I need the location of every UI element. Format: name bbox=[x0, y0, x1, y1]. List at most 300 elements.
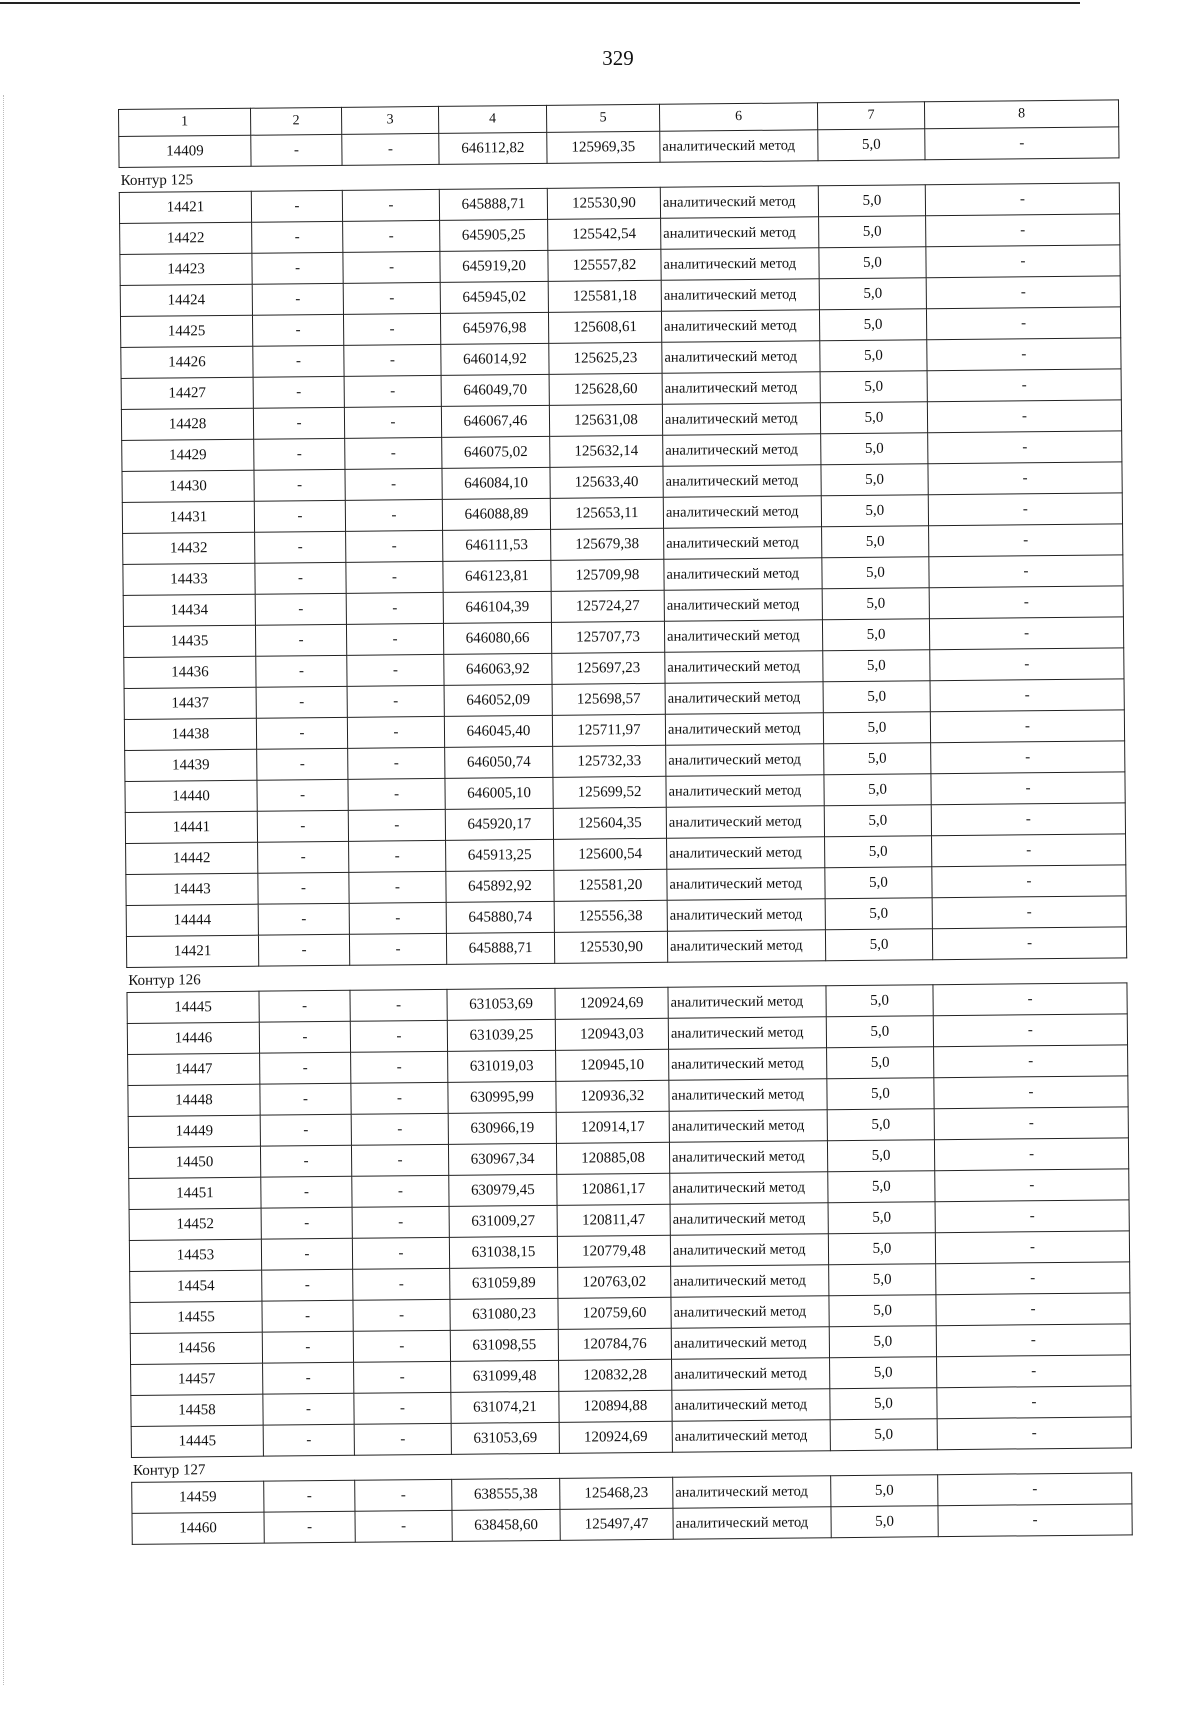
cell-accuracy: 5,0 bbox=[828, 1202, 935, 1234]
cell-method: аналитический метод bbox=[663, 465, 821, 498]
cell-col-2: - bbox=[263, 1393, 354, 1425]
cell-point-number: 14454 bbox=[130, 1270, 262, 1302]
cell-col-3: - bbox=[345, 437, 442, 469]
cell-method: аналитический метод bbox=[662, 341, 820, 374]
cell-point-number: 14447 bbox=[128, 1053, 260, 1085]
cell-point-number: 14430 bbox=[122, 470, 254, 502]
cell-col-3: - bbox=[344, 375, 441, 407]
cell-col-3: - bbox=[346, 592, 443, 624]
cell-col-3: - bbox=[355, 1479, 452, 1511]
cell-col-8: - bbox=[928, 462, 1122, 495]
cell-col-2: - bbox=[256, 686, 347, 718]
cell-y-coordinate: 125969,35 bbox=[547, 131, 660, 163]
cell-col-8: - bbox=[931, 741, 1125, 774]
cell-col-3: - bbox=[343, 251, 440, 283]
cell-x-coordinate: 630967,34 bbox=[448, 1143, 556, 1175]
cell-col-8: - bbox=[933, 1014, 1127, 1047]
column-header: 1 bbox=[119, 108, 251, 136]
cell-col-8: - bbox=[930, 648, 1124, 681]
cell-col-3: - bbox=[350, 1020, 447, 1052]
cell-method: аналитический метод bbox=[661, 217, 819, 250]
cell-x-coordinate: 646052,09 bbox=[444, 684, 552, 716]
cell-method: аналитический метод bbox=[666, 744, 824, 777]
cell-accuracy: 5,0 bbox=[829, 1295, 936, 1327]
cell-method: аналитический метод bbox=[662, 372, 820, 405]
cell-y-coordinate: 125628,60 bbox=[549, 373, 662, 405]
cell-x-coordinate: 646049,70 bbox=[441, 374, 549, 406]
cell-col-3: - bbox=[346, 530, 443, 562]
cell-col-2: - bbox=[259, 1021, 350, 1053]
cell-y-coordinate: 120811,47 bbox=[557, 1204, 670, 1236]
cell-point-number: 14458 bbox=[131, 1394, 263, 1426]
cell-y-coordinate: 125632,14 bbox=[550, 435, 663, 467]
coordinates-table bbox=[119, 182, 1127, 968]
cell-col-3: - bbox=[353, 1268, 450, 1300]
cell-x-coordinate: 646111,53 bbox=[443, 529, 551, 561]
cell-col-8: - bbox=[935, 1200, 1129, 1233]
cell-y-coordinate: 125604,35 bbox=[553, 807, 666, 839]
cell-col-2: - bbox=[253, 407, 344, 439]
cell-col-2: - bbox=[261, 1238, 352, 1270]
cell-x-coordinate: 646005,10 bbox=[445, 777, 553, 809]
cell-y-coordinate: 120894,88 bbox=[559, 1390, 672, 1422]
cell-point-number: 14444 bbox=[126, 904, 258, 936]
cell-y-coordinate: 125631,08 bbox=[549, 404, 662, 436]
cell-x-coordinate: 645892,92 bbox=[446, 870, 554, 902]
cell-col-8: - bbox=[926, 276, 1120, 309]
cell-method: аналитический метод bbox=[660, 186, 818, 219]
cell-x-coordinate: 645913,25 bbox=[446, 839, 554, 871]
cell-y-coordinate: 125697,23 bbox=[552, 652, 665, 684]
cell-col-2: - bbox=[257, 810, 348, 842]
cell-col-3: - bbox=[348, 747, 445, 779]
cell-y-coordinate: 125468,23 bbox=[560, 1477, 673, 1509]
page-number: 329 bbox=[602, 46, 634, 70]
cell-col-8: - bbox=[934, 1045, 1128, 1078]
cell-accuracy: 5,0 bbox=[819, 247, 926, 279]
cell-col-2: - bbox=[260, 1114, 351, 1146]
cell-method: аналитический метод bbox=[670, 1203, 828, 1236]
cell-point-number: 14435 bbox=[123, 625, 255, 657]
cell-col-8: - bbox=[930, 679, 1124, 712]
cell-accuracy: 5,0 bbox=[819, 216, 926, 248]
cell-col-2: - bbox=[256, 655, 347, 687]
cell-col-3: - bbox=[354, 1392, 451, 1424]
cell-col-8: - bbox=[930, 710, 1124, 743]
cell-col-3: - bbox=[349, 840, 446, 872]
cell-col-3: - bbox=[344, 344, 441, 376]
cell-col-3: - bbox=[344, 406, 441, 438]
cell-col-2: - bbox=[258, 903, 349, 935]
cell-point-number: 14421 bbox=[119, 191, 251, 223]
cell-accuracy: 5,0 bbox=[827, 1109, 934, 1141]
cell-x-coordinate: 645880,74 bbox=[446, 901, 554, 933]
cell-accuracy: 5,0 bbox=[830, 1419, 937, 1451]
cell-col-8: - bbox=[931, 803, 1125, 836]
cell-col-8: - bbox=[927, 338, 1121, 371]
cell-x-coordinate: 638555,38 bbox=[452, 1478, 560, 1510]
cell-col-3: - bbox=[355, 1510, 452, 1542]
cell-point-number: 14426 bbox=[121, 346, 253, 378]
cell-method: аналитический метод bbox=[661, 248, 819, 281]
cell-accuracy: 5,0 bbox=[822, 557, 929, 589]
cell-col-3: - bbox=[346, 623, 443, 655]
cell-col-3: - bbox=[353, 1330, 450, 1362]
cell-col-3: - bbox=[349, 933, 446, 965]
cell-x-coordinate: 646088,89 bbox=[442, 498, 550, 530]
cell-point-number: 14439 bbox=[125, 749, 257, 781]
cell-col-3: - bbox=[348, 809, 445, 841]
cell-col-2: - bbox=[254, 438, 345, 470]
cell-method: аналитический метод bbox=[671, 1265, 829, 1298]
cell-col-3: - bbox=[351, 1144, 448, 1176]
cell-point-number: 14453 bbox=[129, 1239, 261, 1271]
cell-method: аналитический метод bbox=[666, 806, 824, 839]
cell-method: аналитический метод bbox=[665, 651, 823, 684]
cell-accuracy: 5,0 bbox=[828, 1171, 935, 1203]
cell-method: аналитический метод bbox=[669, 1079, 827, 1112]
cell-point-number: 14432 bbox=[123, 532, 255, 564]
cell-col-2: - bbox=[258, 872, 349, 904]
cell-y-coordinate: 120936,32 bbox=[556, 1080, 669, 1112]
cell-method: аналитический метод bbox=[667, 899, 825, 932]
cell-y-coordinate: 125679,38 bbox=[551, 528, 664, 560]
cell-col-3: - bbox=[354, 1361, 451, 1393]
cell-col-3: - bbox=[348, 778, 445, 810]
cell-y-coordinate: 120924,69 bbox=[555, 987, 668, 1019]
cell-method: аналитический метод bbox=[664, 558, 822, 591]
cell-y-coordinate: 120832,28 bbox=[559, 1359, 672, 1391]
coordinates-table bbox=[131, 1472, 1133, 1545]
cell-method: аналитический метод bbox=[668, 1017, 826, 1050]
cell-accuracy: 5,0 bbox=[827, 1078, 934, 1110]
cell-method: аналитический метод bbox=[670, 1234, 828, 1267]
cell-y-coordinate: 125556,38 bbox=[554, 900, 667, 932]
cell-y-coordinate: 125542,54 bbox=[548, 218, 661, 250]
cell-col-8: - bbox=[926, 307, 1120, 340]
cell-col-8: - bbox=[935, 1169, 1129, 1202]
cell-col-8: - bbox=[936, 1324, 1130, 1357]
cell-col-2: - bbox=[252, 314, 343, 346]
cell-point-number: 14438 bbox=[124, 718, 256, 750]
cell-method: аналитический метод bbox=[671, 1327, 829, 1360]
cell-col-2: - bbox=[264, 1511, 355, 1543]
cell-method: аналитический метод bbox=[663, 434, 821, 467]
cell-accuracy: 5,0 bbox=[825, 929, 932, 961]
coordinates-table bbox=[118, 99, 1120, 168]
cell-col-3: - bbox=[343, 282, 440, 314]
cell-accuracy: 5,0 bbox=[831, 1475, 938, 1507]
cell-col-8: - bbox=[929, 617, 1123, 650]
cell-method: аналитический метод bbox=[668, 986, 826, 1019]
cell-y-coordinate: 125497,47 bbox=[560, 1508, 673, 1540]
cell-point-number: 14443 bbox=[126, 873, 258, 905]
cell-method: аналитический метод bbox=[662, 403, 820, 436]
cell-col-2: - bbox=[255, 593, 346, 625]
contour-label: Контур 125 bbox=[120, 172, 194, 189]
cell-accuracy: 5,0 bbox=[831, 1506, 938, 1538]
cell-col-8: - bbox=[932, 927, 1126, 960]
cell-accuracy: 5,0 bbox=[821, 495, 928, 527]
cell-point-number: 14445 bbox=[127, 991, 259, 1023]
cell-col-2: - bbox=[260, 1145, 351, 1177]
cell-point-number: 14409 bbox=[119, 135, 251, 167]
cell-point-number: 14445 bbox=[131, 1425, 263, 1457]
cell-point-number: 14457 bbox=[131, 1363, 263, 1395]
cell-accuracy: 5,0 bbox=[829, 1326, 936, 1358]
cell-col-2: - bbox=[260, 1083, 351, 1115]
cell-accuracy: 5,0 bbox=[819, 278, 926, 310]
cell-x-coordinate: 645976,98 bbox=[440, 312, 548, 344]
cell-accuracy: 5,0 bbox=[825, 836, 932, 868]
cell-method: аналитический метод bbox=[672, 1358, 830, 1391]
column-header: 6 bbox=[659, 103, 817, 132]
cell-x-coordinate: 646084,10 bbox=[442, 467, 550, 499]
cell-method: аналитический метод bbox=[664, 620, 822, 653]
cell-col-2: - bbox=[252, 252, 343, 284]
cell-y-coordinate: 125530,90 bbox=[547, 187, 660, 219]
cell-point-number: 14425 bbox=[120, 315, 252, 347]
cell-method: аналитический метод bbox=[670, 1172, 828, 1205]
cell-x-coordinate: 631053,69 bbox=[447, 988, 555, 1020]
cell-accuracy: 5,0 bbox=[820, 340, 927, 372]
cell-y-coordinate: 120759,60 bbox=[558, 1297, 671, 1329]
cell-x-coordinate: 646014,92 bbox=[441, 343, 549, 375]
cell-y-coordinate: 125698,57 bbox=[552, 683, 665, 715]
cell-accuracy: 5,0 bbox=[827, 1047, 934, 1079]
cell-point-number: 14421 bbox=[126, 935, 258, 967]
cell-col-3: - bbox=[342, 133, 439, 165]
cell-col-3: - bbox=[342, 189, 439, 221]
cell-x-coordinate: 631009,27 bbox=[449, 1205, 557, 1237]
cell-col-3: - bbox=[349, 871, 446, 903]
cell-y-coordinate: 125557,82 bbox=[548, 249, 661, 281]
cell-point-number: 14427 bbox=[121, 377, 253, 409]
cell-accuracy: 5,0 bbox=[827, 1140, 934, 1172]
cell-x-coordinate: 631098,55 bbox=[450, 1329, 558, 1361]
cell-col-8: - bbox=[929, 555, 1123, 588]
cell-y-coordinate: 125633,40 bbox=[550, 466, 663, 498]
cell-method: аналитический метод bbox=[663, 496, 821, 529]
cell-accuracy: 5,0 bbox=[824, 805, 931, 837]
cell-accuracy: 5,0 bbox=[822, 619, 929, 651]
coordinates-table bbox=[126, 982, 1131, 1458]
column-header: 4 bbox=[438, 105, 546, 133]
cell-x-coordinate: 646112,82 bbox=[439, 132, 547, 164]
cell-col-2: - bbox=[261, 1176, 352, 1208]
cell-accuracy: 5,0 bbox=[822, 588, 929, 620]
cell-y-coordinate: 125653,11 bbox=[550, 497, 663, 529]
cell-point-number: 14448 bbox=[128, 1084, 260, 1116]
column-header: 2 bbox=[250, 107, 341, 135]
left-margin-rule bbox=[3, 95, 4, 1685]
top-border-rule bbox=[0, 2, 1080, 4]
cell-accuracy: 5,0 bbox=[821, 433, 928, 465]
cell-point-number: 14424 bbox=[120, 284, 252, 316]
cell-col-8: - bbox=[934, 1107, 1128, 1140]
coordinates-document bbox=[118, 99, 1132, 1545]
cell-col-2: - bbox=[262, 1331, 353, 1363]
cell-col-3: - bbox=[350, 989, 447, 1021]
cell-accuracy: 5,0 bbox=[825, 898, 932, 930]
cell-accuracy: 5,0 bbox=[829, 1264, 936, 1296]
cell-x-coordinate: 630979,45 bbox=[449, 1174, 557, 1206]
cell-col-2: - bbox=[264, 1480, 355, 1512]
cell-x-coordinate: 646045,40 bbox=[444, 715, 552, 747]
cell-col-8: - bbox=[937, 1386, 1131, 1419]
cell-point-number: 14431 bbox=[122, 501, 254, 533]
cell-y-coordinate: 125709,98 bbox=[551, 559, 664, 591]
cell-col-8: - bbox=[935, 1231, 1129, 1264]
cell-accuracy: 5,0 bbox=[830, 1357, 937, 1389]
cell-accuracy: 5,0 bbox=[826, 1016, 933, 1048]
cell-point-number: 14451 bbox=[129, 1177, 261, 1209]
contour-label: Контур 127 bbox=[132, 1462, 206, 1479]
cell-y-coordinate: 120784,76 bbox=[558, 1328, 671, 1360]
cell-col-8: - bbox=[932, 834, 1126, 867]
cell-col-8: - bbox=[936, 1293, 1130, 1326]
cell-method: аналитический метод bbox=[667, 868, 825, 901]
cell-x-coordinate: 646063,92 bbox=[444, 653, 552, 685]
cell-col-3: - bbox=[351, 1113, 448, 1145]
cell-method: аналитический метод bbox=[672, 1420, 830, 1453]
cell-accuracy: 5,0 bbox=[818, 129, 925, 161]
cell-point-number: 14440 bbox=[125, 780, 257, 812]
cell-point-number: 14459 bbox=[132, 1481, 264, 1513]
cell-accuracy: 5,0 bbox=[824, 743, 931, 775]
cell-accuracy: 5,0 bbox=[825, 867, 932, 899]
cell-col-3: - bbox=[352, 1206, 449, 1238]
cell-col-2: - bbox=[257, 748, 348, 780]
cell-col-8: - bbox=[936, 1262, 1130, 1295]
cell-point-number: 14429 bbox=[122, 439, 254, 471]
cell-y-coordinate: 125699,52 bbox=[553, 776, 666, 808]
contour-label: Контур 126 bbox=[128, 972, 201, 989]
cell-col-3: - bbox=[352, 1237, 449, 1269]
cell-col-2: - bbox=[251, 190, 342, 222]
cell-x-coordinate: 631074,21 bbox=[451, 1391, 559, 1423]
cell-accuracy: 5,0 bbox=[823, 650, 930, 682]
cell-x-coordinate: 645905,25 bbox=[440, 219, 548, 251]
cell-col-8: - bbox=[934, 1138, 1128, 1171]
cell-y-coordinate: 125581,20 bbox=[554, 869, 667, 901]
cell-col-8: - bbox=[929, 586, 1123, 619]
cell-y-coordinate: 125625,23 bbox=[549, 342, 662, 374]
cell-y-coordinate: 125724,27 bbox=[551, 590, 664, 622]
cell-accuracy: 5,0 bbox=[821, 464, 928, 496]
cell-y-coordinate: 125707,73 bbox=[551, 621, 664, 653]
cell-col-2: - bbox=[261, 1207, 352, 1239]
cell-accuracy: 5,0 bbox=[828, 1233, 935, 1265]
cell-point-number: 14428 bbox=[121, 408, 253, 440]
cell-method: аналитический метод bbox=[661, 279, 819, 312]
cell-y-coordinate: 120924,69 bbox=[559, 1421, 672, 1453]
cell-x-coordinate: 631038,15 bbox=[449, 1236, 557, 1268]
cell-method: аналитический метод bbox=[665, 713, 823, 746]
cell-x-coordinate: 645888,71 bbox=[446, 932, 554, 964]
cell-col-3: - bbox=[347, 654, 444, 686]
column-header: 8 bbox=[924, 100, 1118, 129]
cell-col-2: - bbox=[255, 531, 346, 563]
cell-y-coordinate: 120945,10 bbox=[556, 1049, 669, 1081]
cell-col-3: - bbox=[346, 561, 443, 593]
cell-x-coordinate: 631099,48 bbox=[451, 1360, 559, 1392]
cell-method: аналитический метод bbox=[661, 310, 819, 343]
cell-method: аналитический метод bbox=[673, 1507, 831, 1540]
cell-col-2: - bbox=[258, 934, 349, 966]
cell-accuracy: 5,0 bbox=[818, 185, 925, 217]
cell-col-2: - bbox=[257, 779, 348, 811]
cell-method: аналитический метод bbox=[660, 130, 818, 163]
cell-col-2: - bbox=[256, 717, 347, 749]
cell-col-2: - bbox=[252, 221, 343, 253]
cell-col-3: - bbox=[347, 685, 444, 717]
cell-y-coordinate: 125608,61 bbox=[548, 311, 661, 343]
cell-col-2: - bbox=[262, 1300, 353, 1332]
cell-y-coordinate: 120861,17 bbox=[557, 1173, 670, 1205]
cell-col-8: - bbox=[925, 127, 1119, 160]
cell-col-8: - bbox=[931, 772, 1125, 805]
cell-col-8: - bbox=[926, 245, 1120, 278]
cell-method: аналитический метод bbox=[667, 837, 825, 870]
cell-col-2: - bbox=[253, 376, 344, 408]
cell-accuracy: 5,0 bbox=[822, 526, 929, 558]
cell-accuracy: 5,0 bbox=[826, 985, 933, 1017]
cell-x-coordinate: 646080,66 bbox=[443, 622, 551, 654]
cell-point-number: 14446 bbox=[127, 1022, 259, 1054]
cell-method: аналитический метод bbox=[664, 589, 822, 622]
cell-point-number: 14442 bbox=[126, 842, 258, 874]
cell-accuracy: 5,0 bbox=[823, 681, 930, 713]
cell-col-2: - bbox=[254, 500, 345, 532]
cell-method: аналитический метод bbox=[664, 527, 822, 560]
column-header: 5 bbox=[546, 104, 659, 132]
cell-col-8: - bbox=[933, 983, 1127, 1016]
cell-method: аналитический метод bbox=[665, 682, 823, 715]
cell-point-number: 14436 bbox=[124, 656, 256, 688]
cell-x-coordinate: 631053,69 bbox=[451, 1422, 559, 1454]
cell-col-2: - bbox=[263, 1424, 354, 1456]
cell-col-2: - bbox=[255, 624, 346, 656]
cell-x-coordinate: 631039,25 bbox=[447, 1019, 555, 1051]
cell-col-8: - bbox=[932, 896, 1126, 929]
cell-accuracy: 5,0 bbox=[820, 371, 927, 403]
cell-col-8: - bbox=[927, 400, 1121, 433]
cell-point-number: 14423 bbox=[120, 253, 252, 285]
cell-col-2: - bbox=[263, 1362, 354, 1394]
cell-col-3: - bbox=[351, 1082, 448, 1114]
cell-col-8: - bbox=[929, 524, 1123, 557]
cell-y-coordinate: 120943,03 bbox=[555, 1018, 668, 1050]
cell-x-coordinate: 631080,23 bbox=[450, 1298, 558, 1330]
cell-x-coordinate: 631019,03 bbox=[448, 1050, 556, 1082]
cell-accuracy: 5,0 bbox=[819, 309, 926, 341]
cell-x-coordinate: 630966,19 bbox=[448, 1112, 556, 1144]
cell-col-8: - bbox=[928, 493, 1122, 526]
cell-point-number: 14455 bbox=[130, 1301, 262, 1333]
cell-point-number: 14452 bbox=[129, 1208, 261, 1240]
column-header: 3 bbox=[341, 106, 438, 134]
cell-col-2: - bbox=[255, 562, 346, 594]
cell-point-number: 14450 bbox=[128, 1146, 260, 1178]
cell-method: аналитический метод bbox=[666, 775, 824, 808]
cell-col-2: - bbox=[262, 1269, 353, 1301]
cell-x-coordinate: 630995,99 bbox=[448, 1081, 556, 1113]
cell-method: аналитический метод bbox=[669, 1048, 827, 1081]
cell-col-3: - bbox=[347, 716, 444, 748]
cell-point-number: 14434 bbox=[123, 594, 255, 626]
cell-method: аналитический метод bbox=[672, 1389, 830, 1422]
